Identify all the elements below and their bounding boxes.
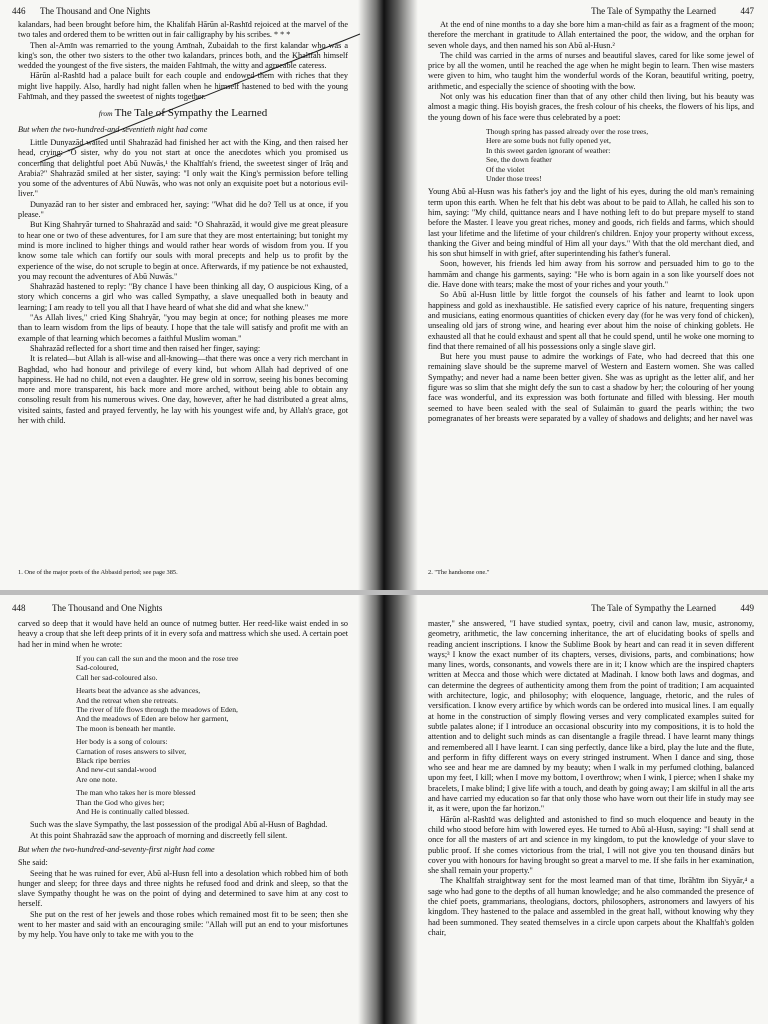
paragraph: Dunyazād ran to her sister and embraced her, saying: "What did he do? Tell us at once, if you please." (18, 199, 348, 220)
paragraph: It is related—but Allah is all-wise and all-knowing—that there was once a very rich merchant in Baghdad, who had honour and privilege of every kind, but whom Allah had deprived of one happiness. He had no child, not even a daughter. He grew old in sorrow, seeing his bones becoming more and more transparent, his back more and more arched, without being able to obtain any consoling result from his numerous wives. One day, however, after he had distributed a great alms, visited saints, fasted and prayed fervently, he lay with his youngest wife and, by Allah's grace, got her with child. (18, 354, 348, 425)
poem-verse (486, 127, 754, 183)
paragraph: "As Allah lives," cried King Shahryār, "you may begin at once; for nothing pleases me more than to learn wisdom from the lips of beauty. I hope that the tale will satisfy and profit me with an example of that learning which becomes a faithful Muslim woman." (18, 313, 348, 343)
page-448 (0, 595, 384, 1024)
paragraph: She put on the rest of her jewels and those robes which remained most fit to be seen; then she went to her master and said with an encouraging smile: "Allah will put an end to your misfortunes by my help. You have only to take me with you to the (18, 909, 348, 940)
paragraph: master," she answered, "I have studied syntax, poetry, civil and canon law, music, astronomy, geometry, arithmetic, the law concerning inheritance, the art of elucidating books of spells and reading ancient inscriptions. I know the Sublime Book by heart and can read it in seven different ways;³ I know the exact number of its chapters, verses, divisions, parts, and combinations; how many lines, words, consonants, and vowels there are in it; I know which are the inspired chapters written at Mecca and those which were dictated at Madinah. I know both laws and dogmas, and can determine the degrees of authenticity among them from the point of tradition; I am acquainted with architecture, logic, and philosophy; with eloquence, language, rhetoric, and the rules of versification. I know every artifice by which words can be ordered into musical lines. I am equally at home in the construction of simply flowing verses and very complicated examples suited for subtle palates alone; if I introduce an occasional obscurity into my compositions, it is to hold the attention and to delight such minds as can disentangle a fragile thread. I have learnt many things and remembered all I have learnt. I can sing perfectly, dance like a bird, play the lute and the flute, and perform in fifty different ways on every stringed instrument. When I dance and sing, those who see and hear me are damned by my beauty; when I walk in my perfumed clothing, balanced upon my feet, I kill; when I move my bottom, I overthrow; when I wink, I pierce; when I shake my bracelets, I make blind; I give life with a touch, and death by going away; I am skilful in all the arts and have carried my education so far that only those who have worn out their life in study may see it, as it were, upon the far horizon." (428, 619, 754, 814)
page-body (18, 20, 348, 426)
paragraph: The Khalīfah straightway sent for the most learned man of that time, Ibrāhīm ibn Siyyār,⁴ a sage who had gone to the depths of all human knowledge; and he also commanded the presence of the chief poets, grammarians, theologians, doctors, philosophers, astronomers and lawyers of his kingdom. They hastened to the palace and assembled in the great hall, without knowing why they had been summoned. They seated themselves in a circle upon carpets about the Khalīfah's golden chair, (428, 876, 754, 937)
paragraph: Shahrazād hastened to reply: "By chance I have been thinking all day, O auspicious King, of a story which concerns a girl who was called Sympathy, a slave unequalled both in beauty and learning; I am ready to tell you all that I have heard of what she did and what she knew." (18, 282, 348, 312)
section-heading (18, 108, 348, 119)
paragraph: Seeing that he was ruined for ever, Abū al-Husn fell into a desolation which robbed him of both hunger and sleep; for three days and three nights he refused food and drink and sleep, so that the slave Sympathy thought he was on the point of dying and determined to save him at any cost to herself. (18, 868, 348, 909)
verse-stanza (76, 788, 348, 816)
paragraph: carved so deep that it would have held an ounce of nutmeg butter. Her reed-like waist ended in so heavy a croup that she left deep prints of it in every sofa and mattress which she used. A certain poet had her in mind when he wrote: (18, 619, 348, 649)
verse-line: The moon is beneath her mantle. (76, 723, 176, 733)
book-gutter-shadow (384, 0, 418, 590)
paragraph: Little Dunyazād waited until Shahrazād had finished her act with the King, and then raised her head, crying: "O sister, why do you not start at once the anecdotes which you promised us concerning that delightful poet Abū Nuwās,¹ the Khalīfah's friend, the sweetest singer of Irāq and Arabia?" Shahrazād smiled at her sister, saying: "I only wait the King's permission before telling you some of the adventures of Abū Nuwās, who was not only an exquisite poet but a notorious evil-liver." (18, 137, 348, 199)
poem-verse (76, 654, 348, 817)
night-heading: But when the two-hundred-and-seventy-first night had come (18, 844, 215, 854)
verse-line: Her body is a song of colours: (76, 737, 168, 747)
section-title: The Tale of Sympathy the Learned (114, 107, 268, 120)
verse-line: And the retreat when she retreats. (76, 695, 179, 705)
verse-line: Under those trees! (486, 174, 542, 183)
verse-line: The man who takes her is more blessed (76, 788, 196, 798)
verse-line: Black ripe berries (76, 755, 130, 765)
paragraph: Hārūn al-Rashīd was delighted and astonished to find so much eloquence and beauty in the child who stood before him with lowered eyes. He turned to Abū al-Husn, saying: "I shall send at once for all the masters of art and science in my kingdom, to put the knowledge of your slave to public proof. If she comes victorious from the trial, I will not give you ten thousand dinārs but cover you with honours for having brought so great a marvel to me. If she fails in her examination, she shall remain your property." (428, 814, 754, 876)
paragraph: At the end of nine months to a day she bore him a man-child as fair as a fragment of the moon; therefore the merchant in gratitude to Allah entertained the poor, the widow, and the orphan for seven whole days, and then named his son Abū al-Husn.² (428, 20, 754, 50)
page-447 (384, 0, 768, 590)
paragraph: But King Shahryār turned to Shahrazād and said: "O Shahrazād, it would give me great pleasure to hear one or two of these adventures, for I am sure that they are most entertaining; but tonight my mind is more inclined to higher things and would rather hear words of wisdom from you. If you know some tale which can fortify our souls with moral precepts and help us to profit by the experience of the wise, do not scruple to begin at once. Afterwards, if my patience be not exhausted, you may recount the adventures of Abū Nuwās." (18, 220, 348, 281)
verse-line: Than the God who gives her; (76, 797, 165, 807)
page-449 (384, 595, 768, 1024)
running-header: The Tale of Sympathy the Learned (591, 603, 716, 613)
page-body (428, 619, 754, 938)
verse-line: Of the violet (486, 164, 525, 174)
paragraph: Soon, however, his friends led him away from his sorrow and persuaded him to go to the hammām and change his garments, saying: "He who is born again in a son like yourself does not die. Have done with tears; make the most of your riches and your youth." (428, 259, 754, 290)
verse-line: Carnation of roses answers to silver, (76, 746, 187, 756)
paragraph: Not only was his education finer than that of any other child then living, but his beauty was almost a magic thing. His boyish graces, the fresh colour of his cheeks, the flowers of his lips, and the young down of his face were thus celebrated by a poet: (428, 92, 754, 122)
verse-stanza (76, 686, 348, 733)
verse-line: Hearts beat the advance as she advances, (76, 686, 201, 696)
footnote: 1. One of the major poets of the Abbasid period; see page 385. (18, 569, 178, 576)
paragraph: Young Abū al-Husn was his father's joy and the light of his eyes, during the old man's remaining term upon this earth. When he felt that his debt was about to be paid to Allah, he called his son to him, saying: "My child, quittance nears and I have nothing left to do but prepare myself to stand before the Master. I leave you great riches, money and goods, rich fields and farms, which should last your lifetime and the lifetime of your children's children. Enjoy your property without excess, thanking the Giver and being mindful of Him all your days." With that the old merchant died, and his son shut himself in with grief, after superintending his father's funeral. (428, 187, 754, 259)
paragraph: At this point Shahrazād saw the approach of morning and discreetly fell silent. (30, 830, 288, 840)
page-body (428, 20, 754, 424)
running-header: The Thousand and One Nights (40, 6, 151, 16)
page-number: 448 (12, 603, 26, 613)
running-header: The Thousand and One Nights (52, 603, 163, 613)
verse-line: In this sweet garden ignorant of weather: (486, 145, 611, 155)
section-from-label: from (98, 109, 113, 119)
night-heading: But when the two-hundred-and-seventieth night had come (18, 124, 208, 134)
paragraph: Shahrazād reflected for a short time and then raised her finger, saying: (30, 343, 261, 353)
page-body (18, 619, 348, 941)
page-number: 447 (740, 6, 754, 16)
footnote: 2. "The handsome one." (428, 569, 490, 576)
paragraph: So Abū al-Husn little by little forgot the counsels of his father and learnt to look upon happiness and gold as inexhaustible. He satisfied every caprice of his nature, frequenting singers and musicians, eating enormous quantities of chicken every day (for he was very fond of chicken), unsealing old jars of strong wine, and hearing ever about him the noise of chinking goblets. He exhausted all that he could exhaust and spent all that he could spend, until he woke one morning to find that there remained of all his possessions only a single slave girl. (428, 290, 754, 351)
page-446 (0, 0, 384, 590)
book-gutter-shadow (358, 0, 384, 590)
verse-stanza (76, 654, 348, 682)
verse-line: See, the down feather (486, 155, 552, 165)
verse-line: Sad-coloured, (76, 663, 119, 673)
verse-line: And new-cut sandal-wood (76, 765, 157, 775)
paragraph: But here you must pause to admire the workings of Fate, who had decreed that this one remaining slave should be the supreme marvel of Western and Eastern women. She was called Sympathy; and never had a name been better given. She was as upright as the letter alif, and her figure was so slim that she might defy the sun to cast a shadow by her; the colouring of her young face was wonderful, and its expression was both fortunate and filled with blessing. Her mouth seemed to have been sealed with the seal of Sulaimān to guard the pearls within; the two pomegranates of her breasts were separated by a valley of shadows and delights; and her navel was (428, 352, 754, 423)
paragraph: Hārūn al-Rashīd had a palace built for each couple and endowed them with riches that they might live happily. Also, hardly had night fallen when he himself hastened to bed with the young Fahīmah, and they passed the sweetest of nights together. (18, 71, 348, 102)
paragraph: kalandars, had been brought before him, the Khalifah Hārūn al-Rashīd rejoiced at the marvel of the two tales and ordered them to be written out in fair calligraphy by his scribes. * * * (18, 20, 348, 40)
paragraph: The child was carried in the arms of nurses and beautiful slaves, cared for like some jewel of price by all the women, until he reached the age when he might begin to learn. Then wise masters were given to him, who taught him the wonderful words of the Koran, beautiful writing, poetry, arithmetic, and especially the science of shooting with the bow. (428, 50, 754, 91)
verse-line: Are one note. (76, 774, 118, 784)
book-gutter-shadow (358, 595, 384, 1024)
verse-stanza (76, 737, 348, 784)
verse-line: Call her sad-coloured also. (76, 672, 158, 682)
verse-line: The river of life flows through the meadows of Eden, (76, 704, 238, 714)
page-number: 449 (740, 603, 754, 613)
page-number: 446 (12, 6, 26, 16)
paragraph: She said: (18, 858, 48, 868)
verse-line: Though spring has passed already over the rose trees, (486, 126, 649, 136)
running-header: The Tale of Sympathy the Learned (591, 6, 716, 16)
verse-line: If you can call the sun and the moon and the rose tree (76, 653, 239, 663)
paragraph: Then al-Amīn was remarried to the young Amīnah, Zubaidah to the first kalandar who was a king's son, the other two sisters to the other two kalandars, princes both, and the Khalīfah himself wedded the youngest of the five sisters, the maiden Fahīmah, the witty and agreeable cateress. (18, 40, 348, 71)
verse-line: Here are some buds not fully opened yet, (486, 136, 611, 146)
verse-line: And the meadows of Eden are below her garment, (76, 714, 229, 724)
paragraph: Such was the slave Sympathy, the last possession of the prodigal Abū al-Husn of Baghdad. (30, 820, 328, 830)
book-gutter-shadow (384, 595, 418, 1024)
verse-line: And He is continually called blessed. (76, 806, 190, 816)
